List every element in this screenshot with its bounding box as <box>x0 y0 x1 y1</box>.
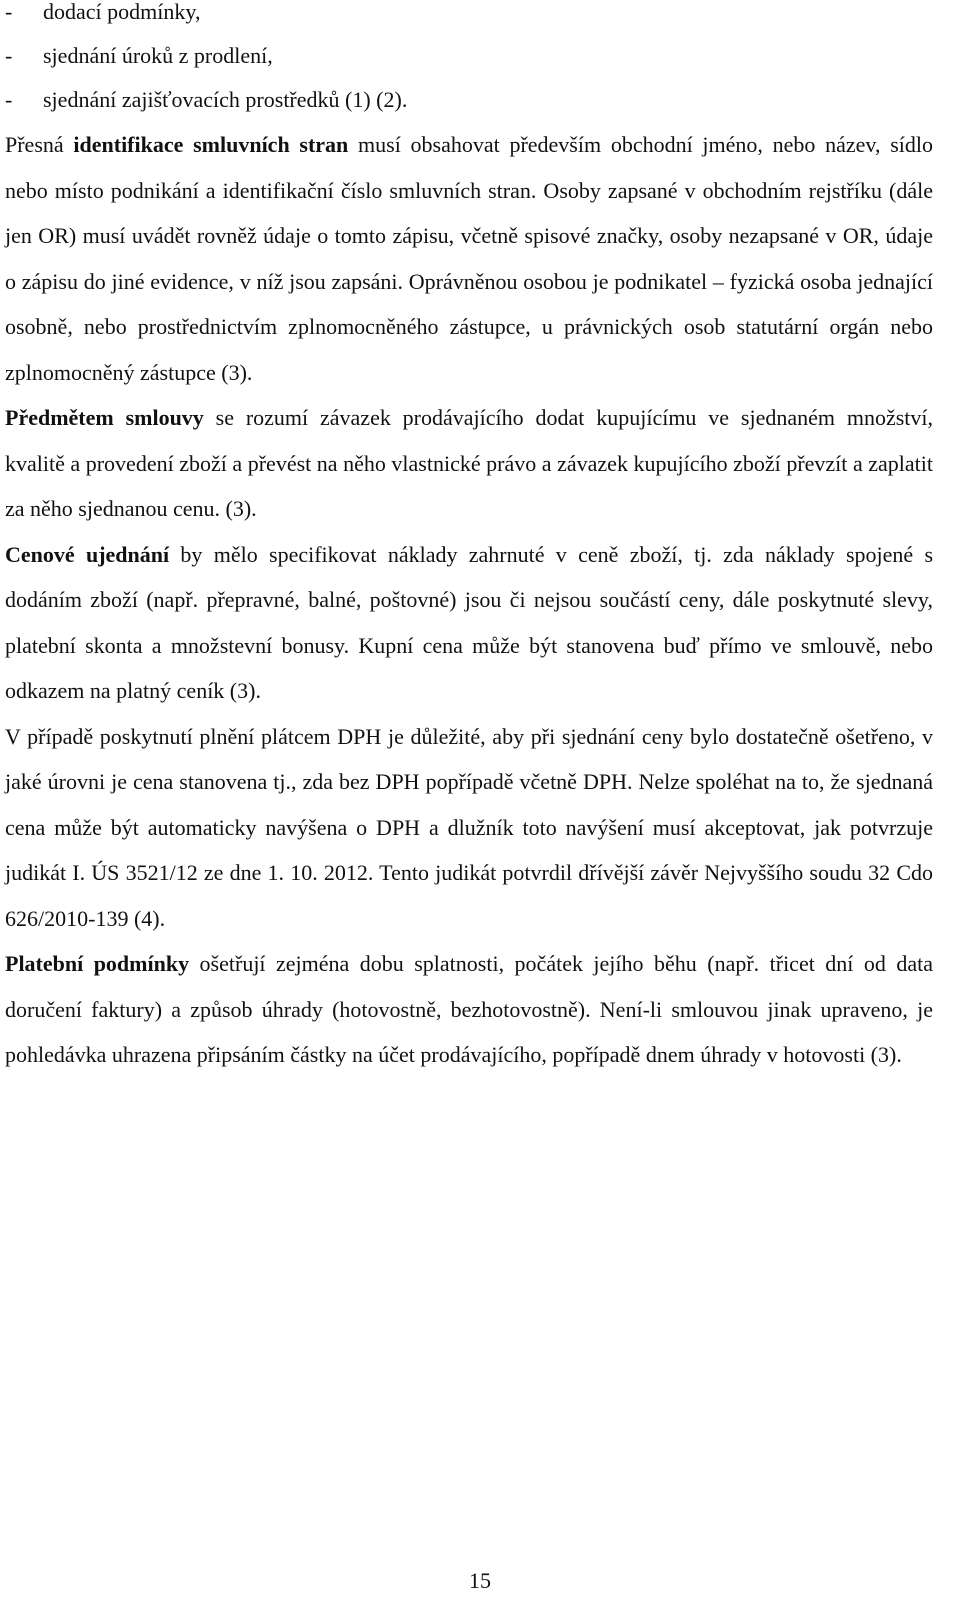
paragraph-bold-term: identifikace smluvních stran <box>73 132 349 157</box>
list-item <box>5 78 933 122</box>
paragraph-vat <box>5 714 933 942</box>
paragraph-bold-term: Předmětem smlouvy <box>5 405 204 430</box>
conditions-list <box>5 0 933 122</box>
document-page <box>5 0 933 1078</box>
paragraph-text: se rozumí závazek prodávajícího dodat kupujícímu ve sjednaném množství, kvalitě a provedení zboží a převést na něho vlastnické právo a závazek kupujícího zboží převzít a zaplatit za něho sjednanou cenu. (3). <box>5 405 933 521</box>
list-item-text: sjednání zajišťovacích prostředků (1) (2). <box>43 87 408 112</box>
paragraph-bold-term: Platební podmínky <box>5 951 190 976</box>
list-dash: - <box>5 0 13 24</box>
page-number: 15 <box>469 1568 491 1593</box>
paragraph-payment-terms <box>5 941 933 1078</box>
list-dash: - <box>5 43 13 68</box>
list-item <box>5 34 933 78</box>
paragraph-text: Přesná <box>5 132 74 157</box>
paragraph-subject <box>5 395 933 532</box>
paragraph-text: ošetřují zejména dobu splatnosti, počátek jejího běhu (např. třicet dní od data doručení faktury) a způsob úhrady (hotovostně, bezhotovostně). Není-li smlouvou jinak upraveno, je pohledávka uhrazena připsáním částky na účet prodávajícího, popřípadě dnem úhrady v hotovosti (3). <box>5 951 933 1067</box>
paragraph-contract-parties <box>5 122 933 395</box>
list-item-text: dodací podmínky, <box>43 0 201 24</box>
paragraph-price <box>5 532 933 714</box>
list-dash: - <box>5 87 13 112</box>
paragraph-text: V případě poskytnutí plnění plátcem DPH je důležité, aby při sjednání ceny bylo dostatečně ošetřeno, v jaké úrovni je cena stanovena tj., zda bez DPH popřípadě včetně DPH. Nelze spoléhat na to, že sjednaná cena může být automaticky navýšena o DPH a dlužník toto navýšení musí akceptovat, jak potvrzuje judikát I. ÚS 3521/12 ze dne 1. 10. 2012. Tento judikát potvrdil dřívější závěr Nejvyššího soudu 32 Cdo 626/2010-139 (4). <box>5 723 933 931</box>
list-item <box>5 0 933 34</box>
paragraph-text: musí obsahovat především obchodní jméno, nebo název, sídlo nebo místo podnikání a identifikační číslo smluvních stran. Osoby zapsané v obchodním rejstříku (dále jen OR) musí uvádět rovněž údaje o tomto zápisu, včetně spisové značky, osoby nezapsané v OR, údaje o zápisu do jiné evidence, v níž jsou zapsáni. Oprávněnou osobou je podnikatel – fyzická osoba jednající osobně, nebo prostřednictvím zplnomocněného zástupce, u právnických osob statutární orgán nebo zplnomocněný zástupce (3). <box>5 132 933 385</box>
list-item-text: sjednání úroků z prodlení, <box>43 43 273 68</box>
paragraph-text: by mělo specifikovat náklady zahrnuté v ceně zboží, tj. zda náklady spojené s dodáním zboží (např. přepravné, balné, poštovné) jsou či nejsou součástí ceny, dále poskytnuté slevy, platební skonta a množstevní bonusy. Kupní cena může být stanovena buď přímo ve smlouvě, nebo odkazem na platný ceník (3). <box>5 541 934 703</box>
paragraph-bold-term: Cenové ujednání <box>5 541 170 567</box>
